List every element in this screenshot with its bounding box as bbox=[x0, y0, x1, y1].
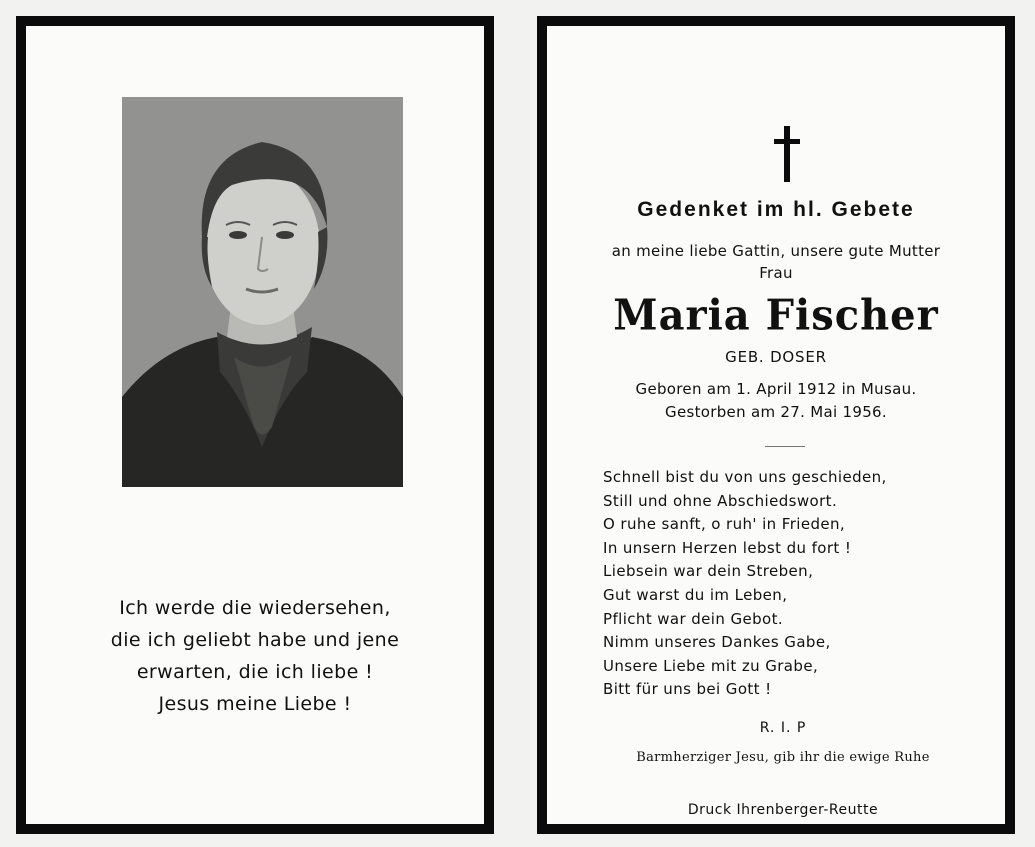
maiden-name: GEB. DOSER bbox=[725, 348, 827, 366]
printer-credit: Druck Ihrenberger-Reutte bbox=[687, 802, 879, 818]
death-date: Gestorben am 27. Mai 1956. bbox=[665, 403, 887, 421]
cross-icon bbox=[772, 126, 802, 182]
portrait-illustration bbox=[122, 97, 403, 487]
poem-line: Nimm unseres Dankes Gabe, bbox=[603, 633, 831, 652]
poem-line: In unsern Herzen lebst du fort ! bbox=[603, 538, 852, 557]
birth-date: Geboren am 1. April 1912 in Musau. bbox=[635, 380, 917, 398]
poem-line: Bitt für uns bei Gott ! bbox=[603, 680, 772, 699]
verse-line: die ich geliebt habe und jene bbox=[110, 629, 400, 651]
poem-line: Schnell bist du von uns geschieden, bbox=[603, 468, 887, 486]
poem-line: Pflicht war dein Gebot. bbox=[603, 609, 784, 628]
prayer-text: Barmherziger Jesu, gib ihr die ewige Ruhe bbox=[636, 750, 930, 765]
divider bbox=[765, 446, 805, 447]
left-memorial-card bbox=[16, 16, 494, 834]
intro bbox=[547, 240, 1005, 284]
poem-line: Still und ohne Abschiedswort. bbox=[603, 491, 838, 510]
verse-line: Jesus meine Liebe ! bbox=[158, 693, 352, 715]
rip-text: R. I. P bbox=[759, 720, 807, 736]
intro-line: Frau bbox=[759, 264, 793, 282]
verse-line: erwarten, die ich liebe ! bbox=[136, 661, 374, 683]
left-verse bbox=[26, 592, 484, 720]
poem-line: Gut warst du im Leben, bbox=[603, 585, 788, 604]
intro-line: an meine liebe Gattin, unsere gute Mutter bbox=[611, 242, 941, 260]
verse-line: Ich werde die wiedersehen, bbox=[119, 597, 391, 619]
life-dates bbox=[547, 378, 1005, 424]
portrait-photo bbox=[122, 97, 403, 487]
poem bbox=[603, 466, 887, 702]
poem-line: O ruhe sanft, o ruh' in Frieden, bbox=[603, 515, 846, 534]
right-memorial-card bbox=[537, 16, 1015, 834]
poem-line: Liebsein war dein Streben, bbox=[603, 562, 814, 581]
poem-line: Unsere Liebe mit zu Grabe, bbox=[603, 656, 819, 675]
heading: Gedenket im hl. Gebete bbox=[637, 198, 915, 221]
deceased-name: Maria Fischer bbox=[613, 290, 939, 341]
